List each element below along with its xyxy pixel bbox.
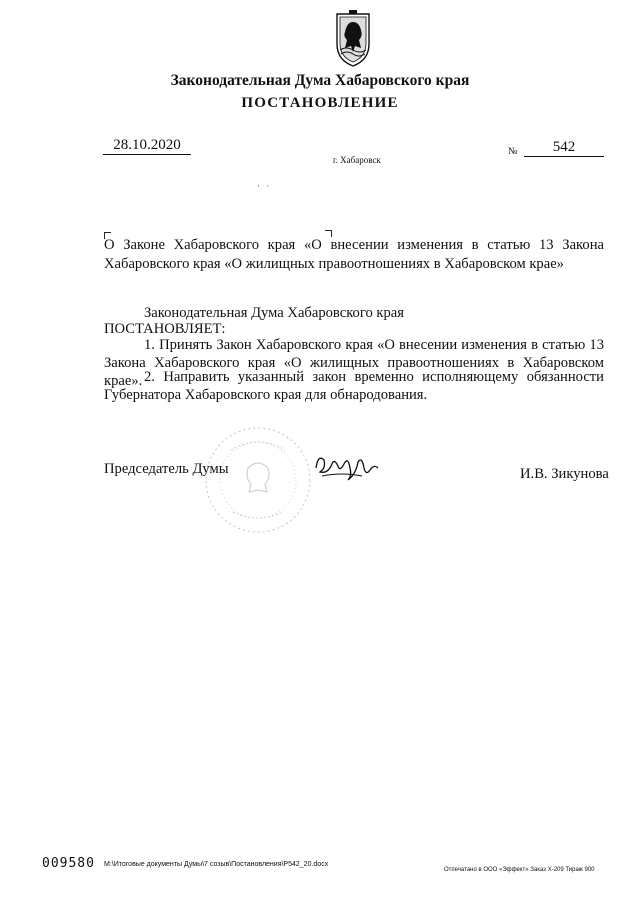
- resolution-item-1: 1. Принять Закон Хабаровского края «О внесении изменения в статью 13 Закона Хабаровского края «О жилищных правоотношениях в Хабаровском крае».: [104, 337, 604, 389]
- organization-title: Законодательная Дума Хабаровского края: [170, 72, 470, 89]
- signatory-position: Председатель Думы: [104, 461, 229, 477]
- resolves-label: ПОСТАНОВЛЯЕТ:: [104, 321, 226, 337]
- coat-of-arms-icon: [333, 10, 373, 68]
- city-label: г. Хабаровск: [333, 155, 381, 165]
- document-type-title: ПОСТАНОВЛЕНИЕ: [241, 95, 399, 111]
- resolution-item-2: 2. Направить указанный закон временно исполняющему обязанности Губернатора Хабаровского края для обнародования.: [104, 369, 604, 403]
- document-number: 542: [524, 139, 604, 157]
- handwritten-signature: [312, 446, 382, 486]
- footer-printer-note: Отпечатано в ООО «Эффект» Заказ Х-209 Тираж 900: [444, 867, 595, 873]
- footer-file-path: M:\Итоговые документы Думы\7 созыв\Постановления\Р542_20.docx: [104, 861, 329, 868]
- footer-code: 009580: [42, 856, 95, 871]
- scan-dots: · ·: [257, 181, 272, 191]
- preamble: Законодательная Дума Хабаровского края: [144, 305, 404, 321]
- signatory-name: И.В. Зикунова: [520, 466, 609, 482]
- seal-stamp: [203, 420, 313, 540]
- document-subject: О Законе Хабаровского края «О внесении изменения в статью 13 Закона Хабаровского края «О жилищных правоотношениях в Хабаровском крае»: [104, 237, 604, 272]
- number-sign: №: [508, 146, 518, 157]
- document-date: 28.10.2020: [103, 137, 191, 155]
